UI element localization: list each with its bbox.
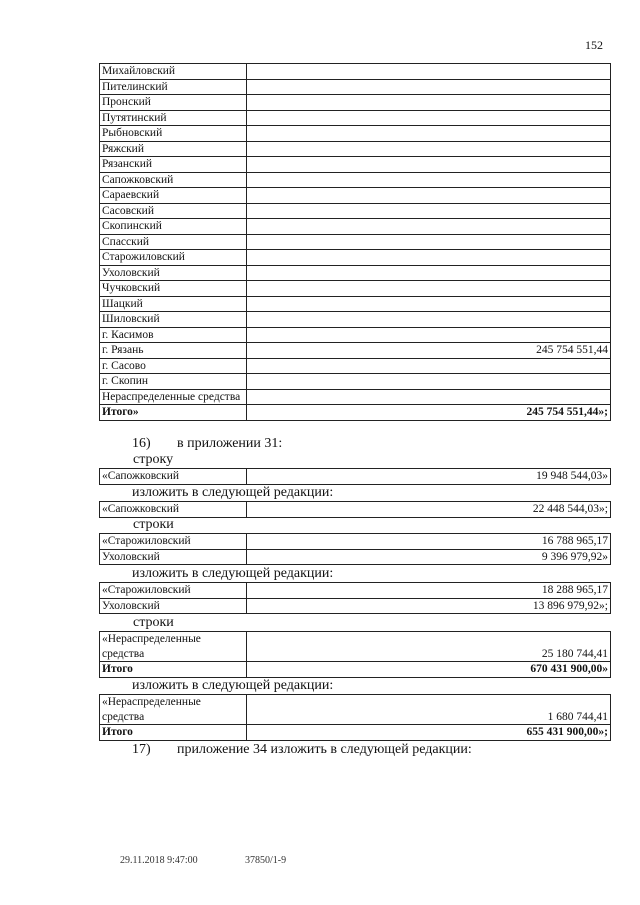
row-value-cell [247,358,611,374]
row-name-cell: Пронский [100,95,247,111]
table-row [100,389,611,405]
row-value-cell: 670 431 900,00» [247,662,611,678]
row-name-cell: Путятинский [100,110,247,126]
block2-lead: строки [133,517,174,532]
row-value-cell: 245 754 551,44»; [247,405,611,421]
row-value-cell: 22 448 544,03»; [247,502,611,518]
row-value-cell [247,234,611,250]
block2-edit-text: изложить в следующей редакции: [132,566,334,581]
block1-edit-text: изложить в следующей редакции: [132,485,334,500]
table-row [100,188,611,204]
table-row [100,110,611,126]
block2-new-table [99,582,611,614]
table-row [100,534,611,550]
table-row [100,312,611,328]
table-row [100,126,611,142]
row-value-cell: 13 896 979,92»; [247,598,611,614]
row-name-cell: «Старожиловский [100,534,247,550]
table-row [100,234,611,250]
row-value-cell [247,126,611,142]
row-name-cell: Пителинский [100,79,247,95]
row-name-cell: «Сапожковский [100,469,247,485]
row-value-cell [247,312,611,328]
table-row [100,662,611,678]
table-row [100,265,611,281]
block1-lead: строку [133,452,174,467]
row-value-cell: 1 680 744,41 [247,695,611,725]
row-value-cell: 245 754 551,44 [247,343,611,359]
block3-new-table [99,694,611,741]
table-row [100,374,611,390]
item-17-number: 17) [132,742,151,757]
row-value-cell [247,281,611,297]
row-name-cell: г. Рязань [100,343,247,359]
table-row [100,405,611,421]
row-name-cell: Рязанский [100,157,247,173]
table-row [100,157,611,173]
row-name-cell: Спасский [100,234,247,250]
row-value-cell [247,141,611,157]
row-name-cell: Сасовский [100,203,247,219]
row-name-cell: Итого [100,725,247,741]
table-row [100,64,611,80]
table-row [100,343,611,359]
table-row [100,469,611,485]
row-value-cell: 655 431 900,00»; [247,725,611,741]
table-row [100,219,611,235]
table-row [100,296,611,312]
row-name-cell: «Сапожковский [100,502,247,518]
table-row [100,583,611,599]
table-row [100,502,611,518]
block2-old-table [99,533,611,565]
row-value-cell [247,64,611,80]
table-row [100,632,611,662]
table-row [100,203,611,219]
row-name-cell: г. Касимов [100,327,247,343]
table-row [100,725,611,741]
row-value-cell: 9 396 979,92» [247,549,611,565]
table-row [100,79,611,95]
block3-lead: строки [133,615,174,630]
row-name-cell: «Старожиловский [100,583,247,599]
row-name-cell: Ухоловский [100,265,247,281]
row-name-cell: Ухоловский [100,549,247,565]
row-value-cell: 16 788 965,17 [247,534,611,550]
row-name-cell: «Нераспределенные средства [100,632,247,662]
row-value-cell [247,327,611,343]
table-row [100,250,611,266]
row-value-cell [247,250,611,266]
row-name-cell: Шацкий [100,296,247,312]
table-row [100,141,611,157]
table-row [100,695,611,725]
block1-new-table [99,501,611,518]
row-value-cell: 18 288 965,17 [247,583,611,599]
row-value-cell [247,265,611,281]
row-name-cell: Скопинский [100,219,247,235]
row-name-cell: Рыбновский [100,126,247,142]
row-name-cell: Итого [100,662,247,678]
row-value-cell [247,79,611,95]
table-row [100,549,611,565]
row-value-cell: 19 948 544,03» [247,469,611,485]
table-row [100,172,611,188]
row-value-cell [247,296,611,312]
table-row [100,327,611,343]
item-16-number: 16) [132,436,151,451]
row-name-cell: Сапожковский [100,172,247,188]
table-row [100,95,611,111]
row-value-cell [247,219,611,235]
row-value-cell [247,95,611,111]
item-16-text: в приложении 31: [177,436,283,451]
row-name-cell: Нераспределенные средства [100,389,247,405]
block3-old-table [99,631,611,678]
row-name-cell: Михайловский [100,64,247,80]
row-value-cell: 25 180 744,41 [247,632,611,662]
row-value-cell [247,188,611,204]
row-value-cell [247,172,611,188]
row-name-cell: Чучковский [100,281,247,297]
row-name-cell: «Нераспределенные средства [100,695,247,725]
row-value-cell [247,374,611,390]
row-name-cell: Шиловский [100,312,247,328]
row-name-cell: г. Скопин [100,374,247,390]
row-name-cell: Ряжский [100,141,247,157]
table-row [100,358,611,374]
row-value-cell [247,157,611,173]
table-row [100,598,611,614]
item-17-text: приложение 34 изложить в следующей редакции: [177,742,472,757]
row-value-cell [247,203,611,219]
row-name-cell: Итого» [100,405,247,421]
page-number: 152 [585,38,603,52]
block1-old-table [99,468,611,485]
block3-edit-text: изложить в следующей редакции: [132,678,334,693]
row-value-cell [247,110,611,126]
row-value-cell [247,389,611,405]
row-name-cell: Сараевский [100,188,247,204]
row-name-cell: г. Сасово [100,358,247,374]
row-name-cell: Ухоловский [100,598,247,614]
table-row [100,281,611,297]
footer-doc-id: 37850/1-9 [245,855,287,866]
row-name-cell: Старожиловский [100,250,247,266]
main-table [99,63,611,421]
footer-timestamp: 29.11.2018 9:47:00 [120,855,198,866]
